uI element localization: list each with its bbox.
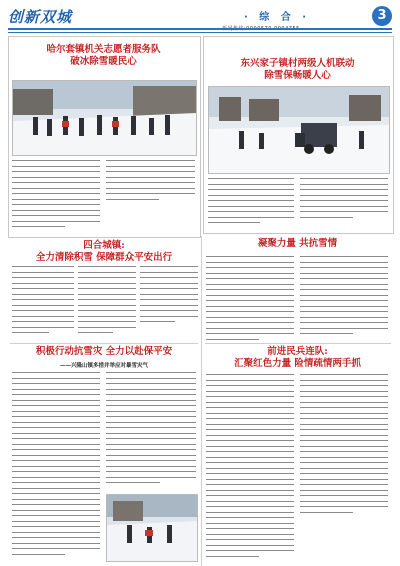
snow-clearing-photo-3 <box>107 495 197 561</box>
article-5-photo <box>106 494 198 562</box>
article-5-headline <box>10 346 198 358</box>
article-2-body-right <box>300 178 388 228</box>
article-3-headline <box>10 240 198 264</box>
article-6-title-line2: 汇聚红色力量 险情疏情两手抓 <box>234 357 361 369</box>
snow-clearing-photo-2 <box>209 87 389 173</box>
article-1-headline <box>12 44 195 68</box>
article-1-title-line1: 哈尔套镇机关志愿者服务队 <box>46 44 161 55</box>
article-1-photo <box>12 80 197 156</box>
article-5-body-left <box>12 372 100 562</box>
article-6-body-left <box>206 374 294 562</box>
article-5-title-line1: 积极行动抗雪灾 全力以赴保平安 <box>35 346 173 357</box>
article-2-photo <box>208 86 390 174</box>
article-6-body-right <box>300 374 388 524</box>
article-1-body-right <box>106 160 195 234</box>
article-6-headline <box>206 346 389 370</box>
article-3-body-mid <box>78 266 136 338</box>
article-5-subtitle: ——兴隆山镇多措并举应对暴雪灾气 <box>59 363 148 369</box>
middle-divider-left <box>10 343 198 344</box>
middle-divider-right <box>205 343 391 344</box>
column-divider <box>201 236 202 566</box>
masthead-rule-thin <box>8 32 392 33</box>
article-4-body-right <box>300 256 388 342</box>
article-5-body-right <box>106 372 196 492</box>
article-1-body-left <box>12 160 100 234</box>
article-3-title-line1: 四合城镇: <box>83 240 125 251</box>
masthead-rule-thick <box>8 28 392 30</box>
newspaper-logo: 创新双城 <box>8 8 73 26</box>
section-label: · 综 合 · <box>244 12 311 23</box>
article-2-title-line2: 除雪保畅暖人心 <box>264 69 331 81</box>
article-4-title-line1: 凝聚力量 共抗雪情 <box>257 238 338 249</box>
article-4-headline <box>206 238 389 250</box>
snow-clearing-photo-1 <box>13 81 196 155</box>
article-1-title-line2: 破冰除雪暖民心 <box>70 55 137 67</box>
article-2-headline <box>206 58 389 82</box>
article-3-body-left <box>12 266 74 338</box>
article-4-body-left <box>206 256 294 342</box>
article-2-title-line1: 东兴家子镇村两级人机联动 <box>240 58 355 69</box>
article-3-body-right <box>140 266 198 338</box>
article-3-title-line2: 全力清除积雪 保障群众平安出行 <box>35 251 173 263</box>
article-6-title-line1: 前进民兵连队: <box>267 346 328 357</box>
page-number-badge: 3 <box>372 6 392 26</box>
article-2-body-left <box>208 178 294 228</box>
